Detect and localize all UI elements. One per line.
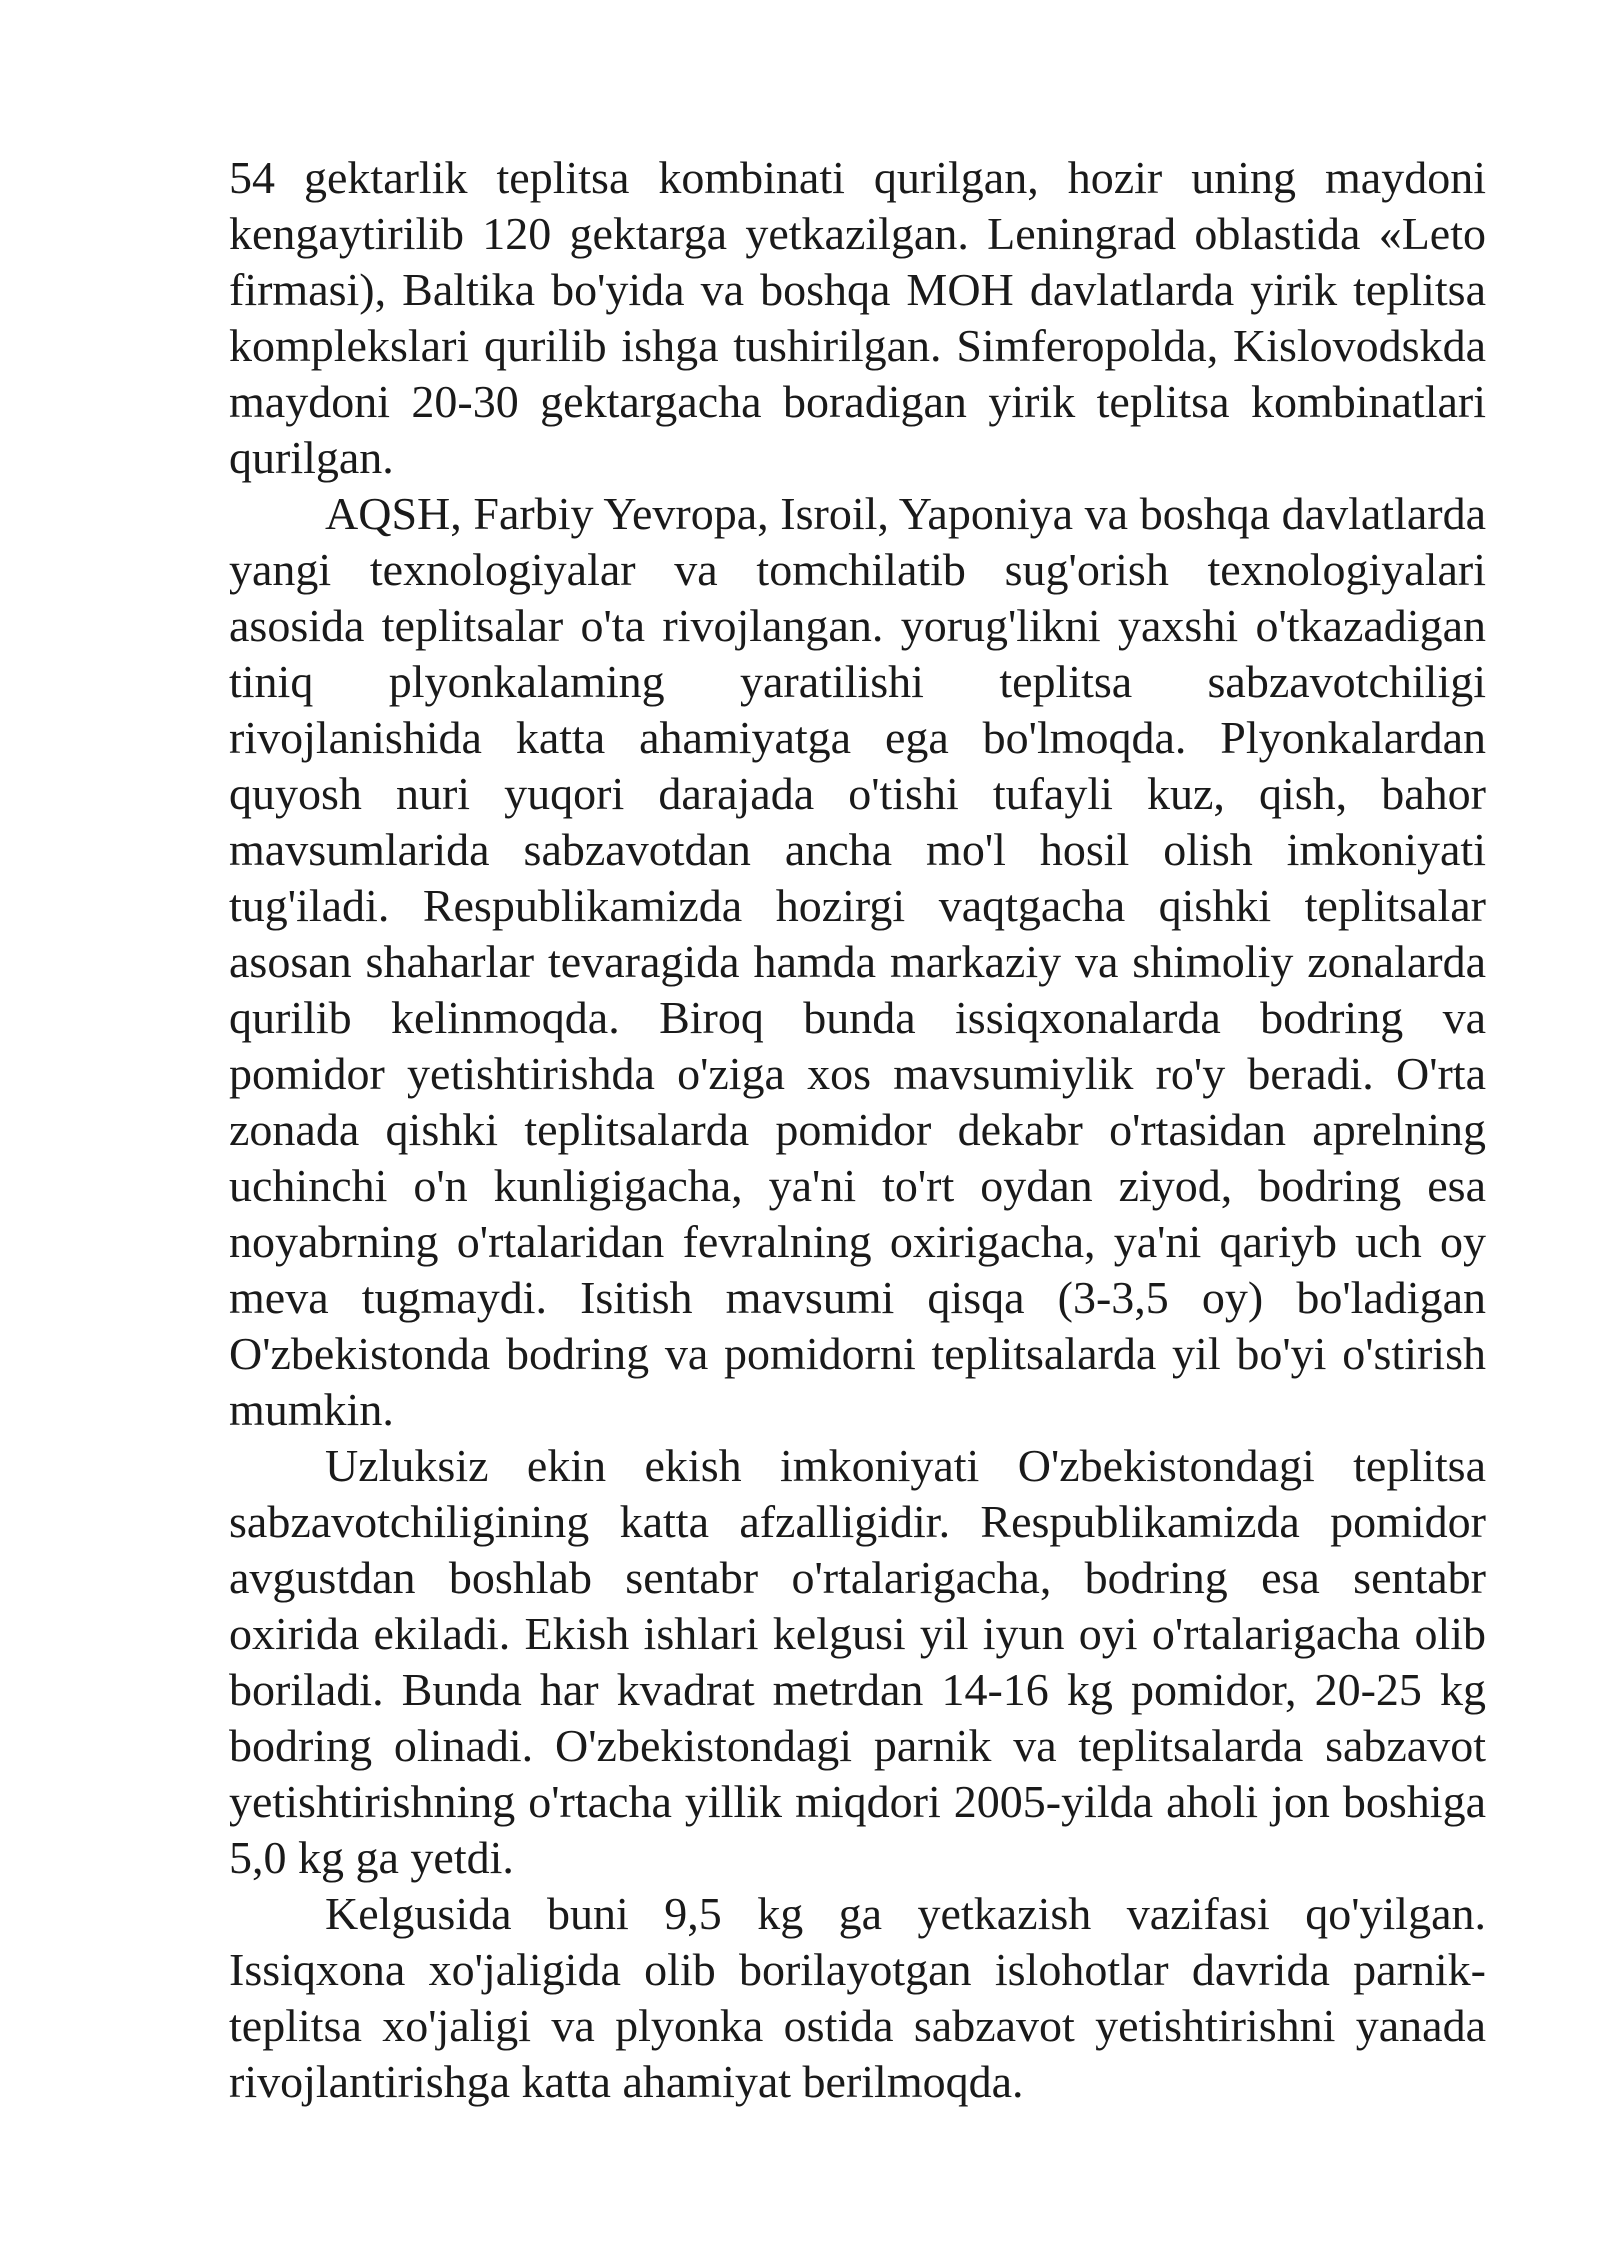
- paragraph-2: AQSH, Farbiy Yevropa, Isroil, Yaponiya va boshqa davlatlarda yangi texnologiyalar va tomchilatib sug'orish texnologiyalari asosida teplitsalar o'ta rivojlangan. yorug'likni yaxshi o'tkazadigan tiniq plyonkalaming yaratilishi teplitsa sabzavotchiligi rivojlanishida katta ahamiyatga ega bo'lmoqda. Plyonkalardan quyosh nuri yuqori darajada o'tishi tufayli kuz, qish, bahor mavsumlarida sabzavotdan ancha mo'l hosil olish imkoniyati tug'iladi. Respublikamizda hozirgi vaqtgacha qishki teplitsalar asosan shaharlar tevaragida hamda markaziy va shimoliy zonalarda qurilib kelinmoqda. Biroq bunda issiqxonalarda bodring va pomidor yetishtirishda o'ziga xos mavsumiylik ro'y beradi. O'rta zonada qishki teplitsalarda pomidor dekabr o'rtasidan aprelning uchinchi o'n kunligigacha, ya'ni to'rt oydan ziyod, bodring esa noyabrning o'rtalaridan fevralning oxirigacha, ya'ni qariyb uch oy meva tugmaydi. Isitish mavsumi qisqa (3-3,5 oy) bo'ladigan O'zbekistonda bodring va pomidorni teplitsalarda yil bo'yi o'stirish mumkin.: [229, 488, 1486, 1435]
- document-page: [229, 150, 1486, 2110]
- paragraph-3: Uzluksiz ekin ekish imkoniyati O'zbekistondagi teplitsa sabzavotchiligining katta afzalligidir. Respublikamizda pomidor avgustdan boshlab sentabr o'rtalarigacha, bodring esa sentabr oxirida ekiladi. Ekish ishlari kelgusi yil iyun oyi o'rtalarigacha olib boriladi. Bunda har kvadrat metrdan 14-16 kg pomidor, 20-25 kg bodring olinadi. O'zbekistondagi parnik va teplitsalarda sabzavot yetishtirishning o'rtacha yillik miqdori 2005-yilda aholi jon boshiga 5,0 kg ga yetdi.: [229, 1440, 1486, 1883]
- paragraph-4: Kelgusida buni 9,5 kg ga yetkazish vazifasi qo'yilgan. Issiqxona xo'jaligida olib borilayotgan islohotlar davrida parnik-teplitsa xo'jaligi va plyonka ostida sabzavot yetishtirishni yanada rivojlantirishga katta ahamiyat berilmoqda.: [229, 1888, 1486, 2107]
- paragraph-1: 54 gektarlik teplitsa kombinati qurilgan, hozir uning maydoni kengaytirilib 120 gektarga yetkazilgan. Leningrad oblastida «Leto firmasi), Baltika bo'yida va boshqa MOH davlatlarda yirik teplitsa komplekslari qurilib ishga tushirilgan. Simferopolda, Kislovodskda maydoni 20-30 gektargacha boradigan yirik teplitsa kombinatlari qurilgan.: [229, 152, 1486, 483]
